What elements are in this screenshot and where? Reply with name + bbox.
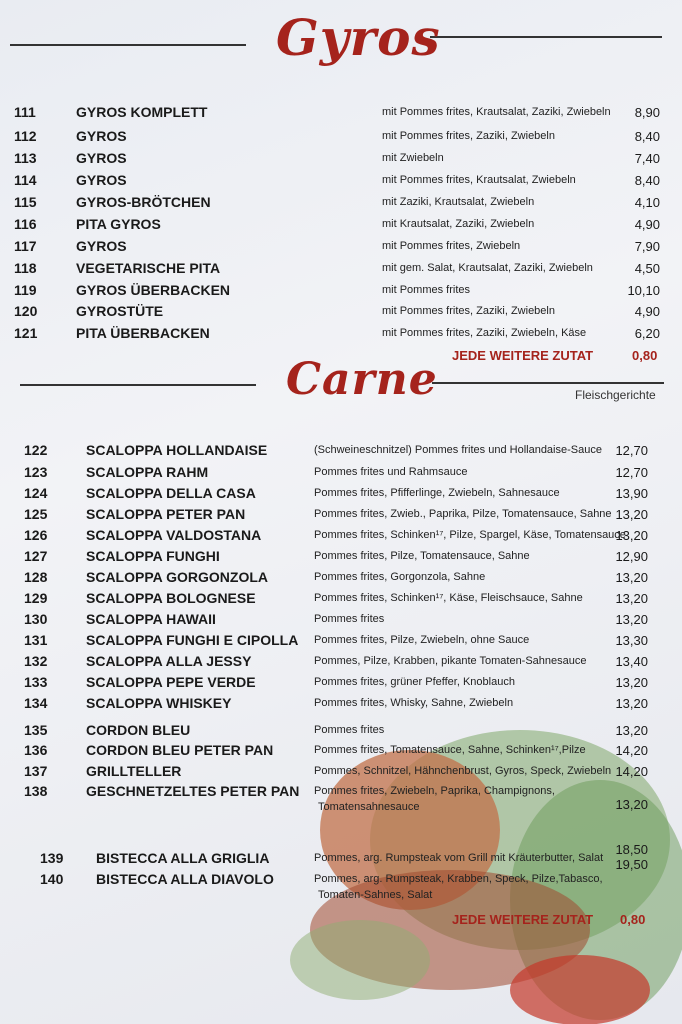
menu-row (0, 303, 682, 323)
item-number: 125 (24, 506, 48, 522)
item-number: 134 (24, 695, 48, 711)
item-number: 129 (24, 590, 48, 606)
item-name: CORDON BLEU (86, 722, 191, 738)
item-number: 114 (14, 172, 37, 188)
item-number: 127 (24, 548, 48, 564)
item-price: 13,20 (615, 797, 648, 812)
item-description: mit Pommes frites, Zaziki, Zwiebeln, Käse (382, 327, 587, 339)
item-number: 115 (14, 194, 37, 210)
item-name: GYROS-BRÖTCHEN (76, 194, 211, 210)
item-description: mit gem. Salat, Krautsalat, Zaziki, Zwiebeln (382, 262, 593, 274)
item-description: Pommes, Schnitzel, Hähnchenbrust, Gyros, Speck, Zwiebeln (314, 765, 612, 777)
carne-title: Carne (286, 354, 438, 405)
item-number: 133 (24, 674, 48, 690)
item-number: 128 (24, 569, 48, 585)
item-price: 19,50 (615, 857, 648, 872)
item-name: GRILLTELLER (86, 763, 182, 779)
item-number: 120 (14, 303, 38, 319)
item-name: BISTECCA ALLA GRIGLIA (96, 850, 270, 866)
item-number: 137 (24, 763, 48, 779)
item-number: 122 (24, 442, 48, 458)
item-name: SCALOPPA VALDOSTANA (86, 527, 262, 543)
item-name: BISTECCA ALLA DIAVOLO (96, 871, 274, 887)
menu-row (0, 695, 682, 715)
item-price: 13,20 (615, 612, 648, 627)
item-name: GYROS (76, 172, 127, 188)
item-name: GESCHNETZELTES PETER PAN (86, 783, 300, 799)
menu-row (0, 325, 682, 345)
carne-rule-left (20, 384, 256, 386)
menu-row (0, 485, 682, 505)
item-price: 12,70 (615, 465, 648, 480)
item-price: 12,90 (615, 549, 648, 564)
item-description: Pommes frites, Schinken¹⁷, Pilze, Spargel, Käse, Tomatensauce (314, 529, 626, 541)
item-description: Pommes frites, Pilze, Tomatensauce, Sahne (314, 550, 530, 562)
item-name: SCALOPPA FUNGHI (86, 548, 220, 564)
menu-row (0, 783, 682, 813)
menu-row (0, 104, 682, 124)
item-price: 7,90 (634, 239, 660, 254)
item-number: 116 (14, 216, 37, 232)
item-number: 111 (14, 104, 36, 120)
item-name: SCALOPPA PETER PAN (86, 506, 246, 522)
item-name: SCALOPPA DELLA CASA (86, 485, 256, 501)
item-number: 123 (24, 464, 48, 480)
item-description: Pommes frites, Whisky, Sahne, Zwiebeln (314, 697, 514, 709)
menu-row (0, 674, 682, 694)
item-name: SCALOPPA PEPE VERDE (86, 674, 256, 690)
carne-extra-price: 0,80 (620, 912, 646, 927)
menu-row (0, 150, 682, 170)
item-price: 13,20 (615, 675, 648, 690)
item-price: 13,20 (615, 591, 648, 606)
item-price: 7,40 (634, 151, 660, 166)
item-name: SCALOPPA GORGONZOLA (86, 569, 268, 585)
item-description: mit Pommes frites, Zaziki, Zwiebeln (382, 305, 555, 317)
item-price: 13,20 (615, 507, 648, 522)
menu-row (0, 548, 682, 568)
item-description: mit Pommes frites (382, 284, 471, 296)
item-description: Pommes frites, Pilze, Zwiebeln, ohne Sauce (314, 634, 530, 646)
item-name: GYROSTÜTE (76, 303, 164, 319)
item-description: Pommes frites und Rahmsauce (314, 466, 468, 478)
item-description: Pommes, arg. Rumpsteak, Krabben, Speck, Pilze,Tabasco, (314, 873, 603, 885)
item-price: 12,70 (615, 443, 648, 458)
item-description: mit Zaziki, Krautsalat, Zwiebeln (382, 196, 535, 208)
item-price: 13,20 (615, 723, 648, 738)
menu-row (0, 722, 682, 742)
menu-row (0, 282, 682, 302)
header-rule-left (10, 44, 246, 46)
menu-row (0, 172, 682, 192)
item-number: 130 (24, 611, 48, 627)
menu-row (0, 842, 682, 870)
header-rule-right (430, 36, 662, 38)
menu-row (0, 260, 682, 280)
item-number: 140 (40, 871, 64, 887)
item-description: Pommes frites, Tomatensauce, Sahne, Schinken¹⁷,Pilze (314, 744, 586, 756)
item-description: Pommes frites, Zwiebeln, Paprika, Champignons, (314, 785, 555, 797)
menu-row (0, 128, 682, 148)
item-number: 126 (24, 527, 48, 543)
item-name: GYROS (76, 128, 127, 144)
item-description: mit Pommes frites, Krautsalat, Zwiebeln (382, 174, 576, 186)
menu-row (0, 569, 682, 589)
item-number: 136 (24, 742, 48, 758)
menu-row (0, 590, 682, 610)
item-name: SCALOPPA ALLA JESSY (86, 653, 252, 669)
item-description: Pommes, arg. Rumpsteak vom Grill mit Kräuterbutter, Salat (314, 852, 604, 864)
menu-row (0, 238, 682, 258)
carne-rule-right (432, 382, 664, 384)
item-name: SCALOPPA WHISKEY (86, 695, 232, 711)
menu-row (0, 632, 682, 652)
item-description: (Schweineschnitzel) Pommes frites und Hollandaise-Sauce (314, 444, 602, 456)
item-name: SCALOPPA HOLLANDAISE (86, 442, 268, 458)
item-description: mit Pommes frites, Zwiebeln (382, 240, 521, 252)
menu-row (0, 527, 682, 547)
item-description: Pommes, Pilze, Krabben, pikante Tomaten-Sahnesauce (314, 655, 587, 667)
menu-row (0, 653, 682, 673)
item-name: PITA ÜBERBACKEN (76, 325, 210, 341)
item-price: 13,90 (615, 486, 648, 501)
item-description: Pommes frites (314, 613, 385, 625)
gyros-extra-label: JEDE WEITERE ZUTAT (452, 348, 594, 363)
item-description: Pommes frites, Gorgonzola, Sahne (314, 571, 486, 583)
item-price: 4,90 (634, 304, 660, 319)
item-price: 13,40 (615, 654, 648, 669)
item-description: mit Krautsalat, Zaziki, Zwiebeln (382, 218, 535, 230)
item-price: 13,20 (615, 528, 648, 543)
item-number: 112 (14, 128, 37, 144)
item-price: 4,50 (634, 261, 660, 276)
item-name: GYROS (76, 150, 127, 166)
item-description-cont: Tomaten-Sahnes, Salat (318, 889, 433, 901)
item-name: SCALOPPA HAWAII (86, 611, 216, 627)
gyros-title: Gyros (276, 8, 441, 67)
item-price: 14,20 (615, 764, 648, 779)
item-price: 6,20 (634, 326, 660, 341)
item-description: Pommes frites (314, 724, 385, 736)
item-price: 13,20 (615, 570, 648, 585)
item-name: GYROS (76, 238, 127, 254)
item-price: 4,90 (634, 217, 660, 232)
item-description: Pommes frites, Zwieb., Paprika, Pilze, Tomatensauce, Sahne (314, 508, 612, 520)
item-price: 13,20 (615, 696, 648, 711)
item-description: mit Zwiebeln (382, 152, 444, 164)
item-price: 8,40 (634, 129, 660, 144)
menu-row (0, 216, 682, 236)
item-number: 131 (24, 632, 48, 648)
carne-extra-label: JEDE WEITERE ZUTAT (452, 912, 594, 927)
menu-row (0, 742, 682, 762)
item-description: Pommes frites, Pfifferlinge, Zwiebeln, Sahnesauce (314, 487, 560, 499)
item-number: 117 (14, 238, 37, 254)
item-description-cont: Tomatensahnesauce (318, 801, 420, 813)
item-name: PITA GYROS (76, 216, 161, 232)
item-price: 8,40 (634, 173, 660, 188)
item-price: 4,10 (634, 195, 660, 210)
item-name: SCALOPPA BOLOGNESE (86, 590, 256, 606)
item-name: GYROS ÜBERBACKEN (76, 282, 231, 298)
item-price: 10,10 (627, 283, 660, 298)
item-number: 118 (14, 260, 37, 276)
item-number: 139 (40, 850, 64, 866)
item-description: Pommes frites, Schinken¹⁷, Käse, Fleischsauce, Sahne (314, 592, 583, 604)
menu-row (0, 442, 682, 462)
menu-row (0, 611, 682, 631)
item-name: SCALOPPA RAHM (86, 464, 209, 480)
item-number: 113 (14, 150, 37, 166)
menu-row (0, 763, 682, 783)
item-description: Pommes frites, grüner Pfeffer, Knoblauch (314, 676, 515, 688)
item-name: VEGETARISCHE PITA (76, 260, 221, 276)
menu-row (0, 194, 682, 214)
item-number: 132 (24, 653, 48, 669)
item-number: 121 (14, 325, 38, 341)
item-name: CORDON BLEU PETER PAN (86, 742, 274, 758)
item-price: 13,30 (615, 633, 648, 648)
item-price: 14,20 (615, 743, 648, 758)
item-name: SCALOPPA FUNGHI E CIPOLLA (86, 632, 299, 648)
item-number: 135 (24, 722, 48, 738)
item-number: 119 (14, 282, 37, 298)
gyros-extra-price: 0,80 (632, 348, 658, 363)
menu-row (0, 506, 682, 526)
item-number: 124 (24, 485, 48, 501)
item-number: 138 (24, 783, 48, 799)
item-price: 18,50 (615, 842, 648, 857)
carne-subtitle: Fleischgerichte (575, 388, 656, 402)
item-name: GYROS KOMPLETT (76, 104, 208, 120)
item-price: 8,90 (634, 105, 660, 120)
item-description: mit Pommes frites, Zaziki, Zwiebeln (382, 130, 555, 142)
menu-row (0, 464, 682, 484)
item-description: mit Pommes frites, Krautsalat, Zaziki, Zwiebeln (382, 106, 611, 118)
